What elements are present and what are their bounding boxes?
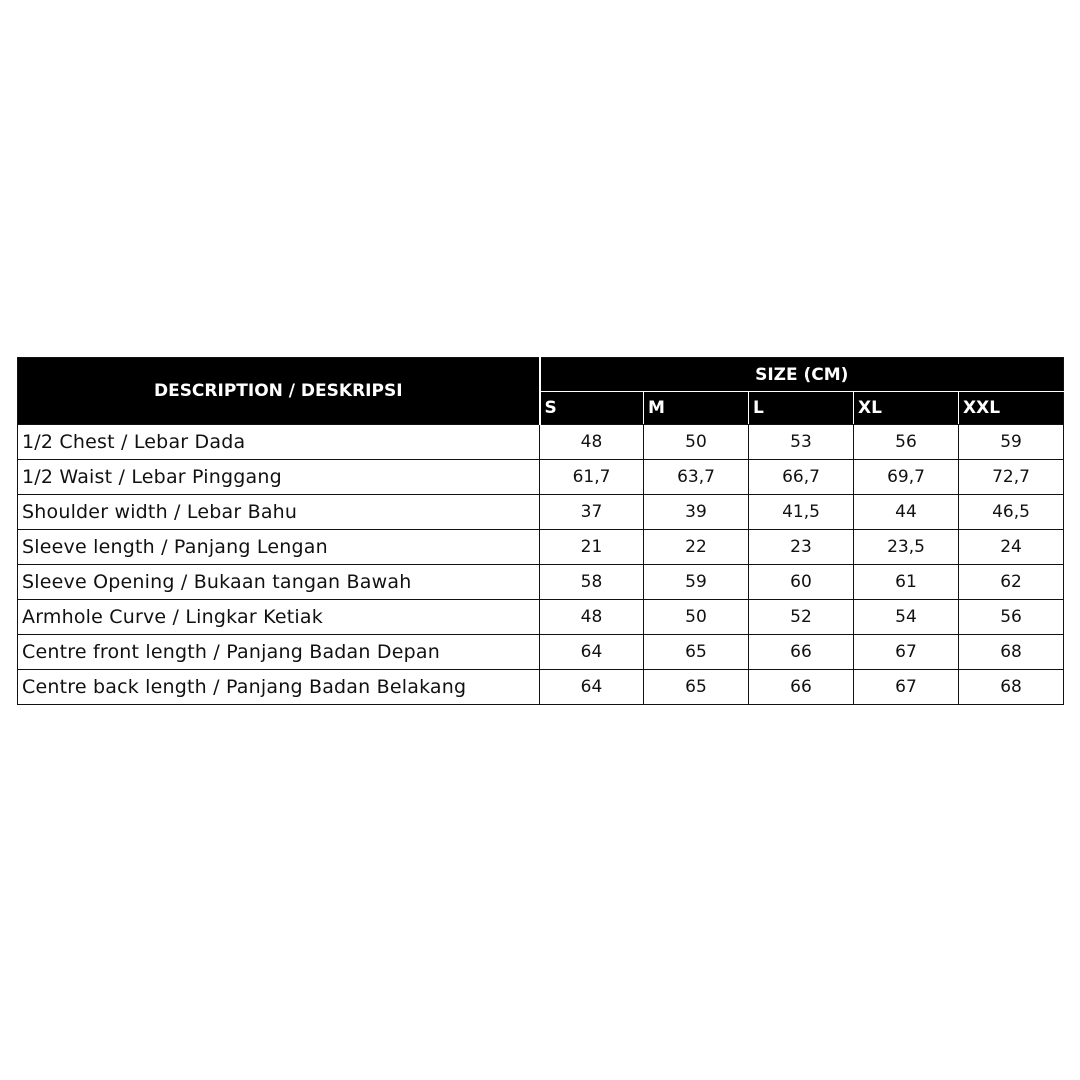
measurement-description: Centre front length / Panjang Badan Depan — [18, 635, 540, 670]
measurement-value: 60 — [749, 565, 854, 600]
measurement-value: 67 — [854, 635, 959, 670]
measurement-value: 48 — [540, 600, 644, 635]
table-row — [18, 425, 1064, 460]
measurement-value: 69,7 — [854, 460, 959, 495]
measurement-value: 53 — [749, 425, 854, 460]
size-chart-table — [17, 357, 1064, 705]
table-row — [18, 530, 1064, 565]
measurement-value: 56 — [854, 425, 959, 460]
measurement-description: Sleeve Opening / Bukaan tangan Bawah — [18, 565, 540, 600]
measurement-value: 50 — [644, 600, 749, 635]
measurement-value: 44 — [854, 495, 959, 530]
measurement-value: 48 — [540, 425, 644, 460]
table-body — [18, 425, 1064, 705]
measurement-value: 59 — [644, 565, 749, 600]
measurement-value: 66 — [749, 635, 854, 670]
measurement-value: 39 — [644, 495, 749, 530]
measurement-value: 68 — [959, 635, 1064, 670]
size-column-header: XL — [854, 392, 959, 425]
measurement-value: 64 — [540, 635, 644, 670]
measurement-value: 23,5 — [854, 530, 959, 565]
measurement-description: 1/2 Chest / Lebar Dada — [18, 425, 540, 460]
size-column-header: S — [540, 392, 644, 425]
size-column-header: L — [749, 392, 854, 425]
size-column-header: M — [644, 392, 749, 425]
measurement-value: 24 — [959, 530, 1064, 565]
measurement-value: 21 — [540, 530, 644, 565]
measurement-value: 61 — [854, 565, 959, 600]
measurement-value: 59 — [959, 425, 1064, 460]
measurement-value: 37 — [540, 495, 644, 530]
size-header: SIZE (CM) — [540, 358, 1064, 392]
measurement-value: 63,7 — [644, 460, 749, 495]
table-row — [18, 460, 1064, 495]
measurement-value: 50 — [644, 425, 749, 460]
measurement-value: 65 — [644, 670, 749, 705]
table-row — [18, 495, 1064, 530]
table-row — [18, 635, 1064, 670]
measurement-value: 66,7 — [749, 460, 854, 495]
measurement-value: 58 — [540, 565, 644, 600]
measurement-description: 1/2 Waist / Lebar Pinggang — [18, 460, 540, 495]
measurement-value: 65 — [644, 635, 749, 670]
measurement-value: 22 — [644, 530, 749, 565]
description-header: DESCRIPTION / DESKRIPSI — [18, 358, 540, 425]
measurement-value: 41,5 — [749, 495, 854, 530]
measurement-value: 61,7 — [540, 460, 644, 495]
measurement-value: 54 — [854, 600, 959, 635]
measurement-value: 56 — [959, 600, 1064, 635]
measurement-value: 68 — [959, 670, 1064, 705]
size-column-header: XXL — [959, 392, 1064, 425]
measurement-description: Shoulder width / Lebar Bahu — [18, 495, 540, 530]
measurement-description: Sleeve length / Panjang Lengan — [18, 530, 540, 565]
measurement-value: 66 — [749, 670, 854, 705]
measurement-value: 46,5 — [959, 495, 1064, 530]
measurement-value: 67 — [854, 670, 959, 705]
measurement-value: 52 — [749, 600, 854, 635]
table-row — [18, 670, 1064, 705]
measurement-value: 64 — [540, 670, 644, 705]
measurement-description: Centre back length / Panjang Badan Belakang — [18, 670, 540, 705]
measurement-value: 72,7 — [959, 460, 1064, 495]
table-row — [18, 600, 1064, 635]
measurement-description: Armhole Curve / Lingkar Ketiak — [18, 600, 540, 635]
measurement-value: 62 — [959, 565, 1064, 600]
table-row — [18, 565, 1064, 600]
measurement-value: 23 — [749, 530, 854, 565]
